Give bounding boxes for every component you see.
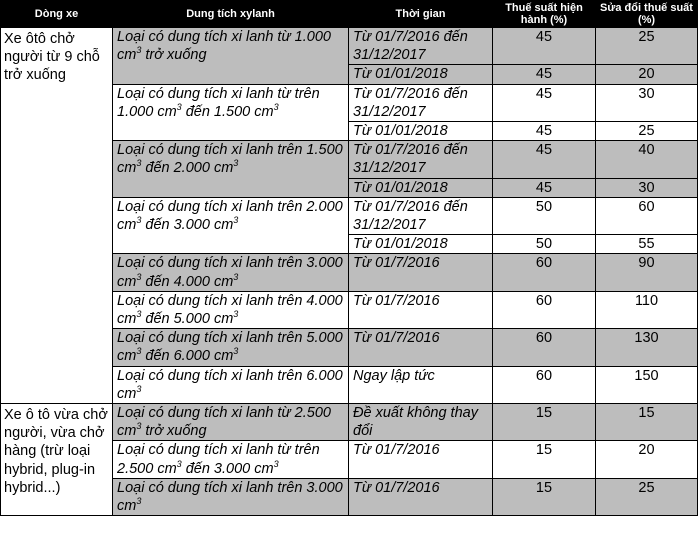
header-vehicle: Dòng xe [1,1,113,28]
capacity-cell: Loại có dung tích xi lanh từ 2.500 $cm^3$ trở xuống [113,404,349,441]
capacity-cell: Loại có dung tích xi lanh từ 1.000 $cm^3$ trở xuống [113,28,349,85]
time-cell: Từ 01/7/2016 [349,291,493,328]
time-cell: Từ 01/7/2016 đến 31/12/2017 [349,141,493,178]
capacity-cell: Loại có dung tích xi lanh trên 5.000 $cm^3$ đến 6.000 $cm^3$ [113,329,349,366]
revised-rate-cell: 20 [596,441,698,478]
capacity-cell: Loại có dung tích xi lanh trên 2.000 $cm^3$ đến 3.000 $cm^3$ [113,197,349,254]
revised-rate-cell: 40 [596,141,698,178]
current-rate-cell: 60 [493,329,596,366]
revised-rate-cell: 30 [596,84,698,121]
time-cell: Từ 01/01/2018 [349,65,493,84]
revised-rate-cell: 60 [596,197,698,234]
revised-rate-cell: 130 [596,329,698,366]
header-row [1,1,698,28]
revised-rate-cell: 110 [596,291,698,328]
current-rate-cell: 50 [493,235,596,254]
time-cell: Từ 01/7/2016 [349,329,493,366]
revised-rate-cell: 30 [596,178,698,197]
time-cell: Từ 01/01/2018 [349,178,493,197]
current-rate-cell: 50 [493,197,596,234]
current-rate-cell: 45 [493,178,596,197]
table-row [1,28,698,65]
table-row [1,404,698,441]
time-cell: Từ 01/7/2016 [349,254,493,291]
capacity-cell: Loại có dung tích xi lanh trên 3.000 $cm^3$ [113,478,349,515]
current-rate-cell: 60 [493,291,596,328]
current-rate-cell: 45 [493,84,596,121]
revised-rate-cell: 55 [596,235,698,254]
current-rate-cell: 45 [493,65,596,84]
time-cell: Đề xuất không thay đổi [349,404,493,441]
time-cell: Từ 01/01/2018 [349,122,493,141]
header-capacity: Dung tích xylanh [113,1,349,28]
revised-rate-cell: 25 [596,478,698,515]
current-rate-cell: 15 [493,441,596,478]
revised-rate-cell: 25 [596,122,698,141]
current-rate-cell: 60 [493,366,596,403]
revised-rate-cell: 15 [596,404,698,441]
capacity-cell: Loại có dung tích xi lanh từ trên 1.000 $cm^3$ đến 1.500 $cm^3$ [113,84,349,141]
current-rate-cell: 45 [493,122,596,141]
time-cell: Từ 01/7/2016 đến 31/12/2017 [349,28,493,65]
current-rate-cell: 15 [493,478,596,515]
time-cell: Từ 01/01/2018 [349,235,493,254]
capacity-cell: Loại có dung tích xi lanh trên 6.000 $cm^3$ [113,366,349,403]
header-revised-rate: Sửa đổi thuế suất (%) [596,1,698,28]
header-time: Thời gian [349,1,493,28]
current-rate-cell: 45 [493,141,596,178]
time-cell: Từ 01/7/2016 đến 31/12/2017 [349,197,493,234]
time-cell: Từ 01/7/2016 đến 31/12/2017 [349,84,493,121]
current-rate-cell: 60 [493,254,596,291]
time-cell: Ngay lập tức [349,366,493,403]
group-vehicle-cell: Xe ôtô chở người từ 9 chỗ trở xuống [1,28,113,404]
revised-rate-cell: 25 [596,28,698,65]
current-rate-cell: 45 [493,28,596,65]
revised-rate-cell: 20 [596,65,698,84]
time-cell: Từ 01/7/2016 [349,478,493,515]
revised-rate-cell: 90 [596,254,698,291]
time-cell: Từ 01/7/2016 [349,441,493,478]
group-vehicle-cell: Xe ô tô vừa chở người, vừa chở hàng (trừ loại hybrid, plug-in hybrid...) [1,404,113,516]
capacity-cell: Loại có dung tích xi lanh từ trên 2.500 $cm^3$ đến 3.000 $cm^3$ [113,441,349,478]
current-rate-cell: 15 [493,404,596,441]
capacity-cell: Loại có dung tích xi lanh trên 3.000 $cm^3$ đến 4.000 $cm^3$ [113,254,349,291]
header-current-rate: Thuế suất hiện hành (%) [493,1,596,28]
revised-rate-cell: 150 [596,366,698,403]
capacity-cell: Loại có dung tích xi lanh trên 4.000 $cm^3$ đến 5.000 $cm^3$ [113,291,349,328]
capacity-cell: Loại có dung tích xi lanh trên 1.500 $cm^3$ đến 2.000 $cm^3$ [113,141,349,198]
